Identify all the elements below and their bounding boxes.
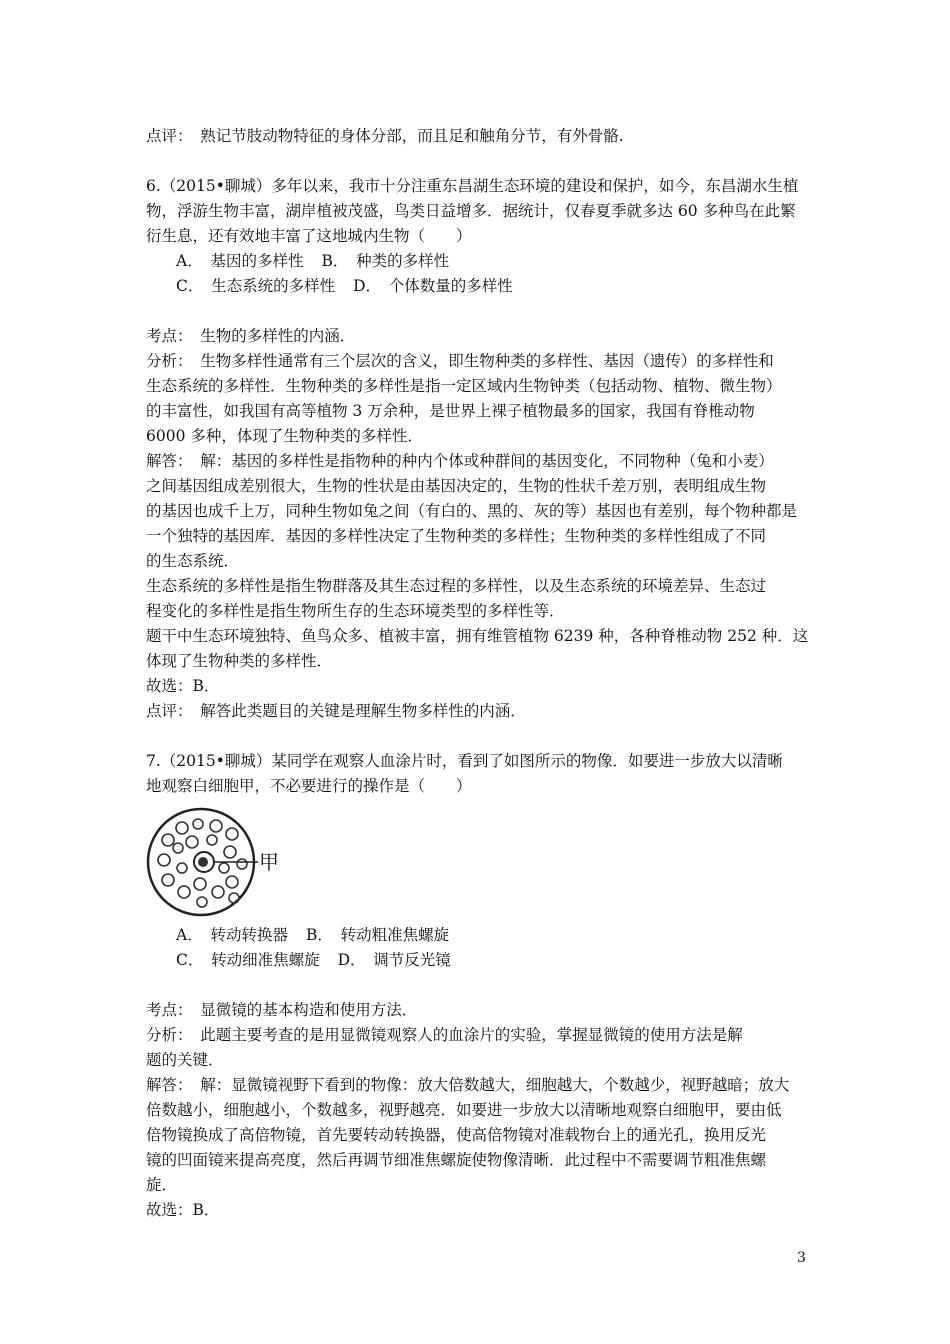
q7-options-row — [176, 925, 449, 945]
q7-option-b: B． 转动粗准焦螺旋 — [305, 926, 450, 944]
q7-option-d: D． 调节反光镜 — [337, 951, 451, 969]
q5-comment: 点评： 熟记节肢动物特征的身体分部，而且足和触角分节，有外骨骼. — [146, 127, 624, 145]
q7-options-row — [176, 950, 451, 970]
q6-analysis-line: 题干中生态环境独特、鱼鸟众多、植被丰富，拥有维管植物 6239 种，各种脊椎动物 252 种．这 — [146, 627, 809, 645]
q6-analysis-line: 解答： 解：基因的多样性是指物种的种内个体或种群间的基因变化，不同物种（兔和小麦） — [146, 452, 774, 470]
q6-analysis-line: 生态系统的多样性．生物种类的多样性是指一定区域内生物钟类（包括动物、植物、微生物） — [146, 377, 782, 395]
microscope-view-figure — [146, 806, 296, 918]
white-blood-cell — [194, 852, 214, 872]
q7-analysis-line: 考点： 显微镜的基本构造和使用方法． — [146, 1001, 418, 1019]
q6-answer: 故选：B． — [146, 677, 220, 695]
q6-options-row — [176, 251, 449, 271]
q6-analysis-line: 生态系统的多样性是指生物群落及其生态过程的多样性，以及生态系统的环境差异、生态过 — [146, 577, 767, 595]
q7-analysis-line: 分析： 此题主要考查的是用显微镜观察人的血涂片的实验，掌握显微镜的使用方法是解 — [146, 1026, 743, 1044]
q6-analysis-line: 一个独特的基因库．基因的多样性决定了生物种类的多样性；生物种类的多样性组成了不同 — [146, 527, 767, 545]
q6-analysis-line: 的基因也成千上万，同种生物如兔之间（有白的、黑的、灰的等）基因也有差别，每个物种都是 — [146, 502, 798, 520]
q7-analysis-line: 解答： 解：显微镜视野下看到的物像：放大倍数越大，细胞越大，个数越少，视野越暗；放大 — [146, 1076, 790, 1094]
q6-option-d: D． 个体数量的多样性 — [353, 277, 513, 295]
q6-analysis-line: 的丰富性，如我国有高等植物 3 万余种，是世界上裸子植物最多的国家，我国有脊椎动物 — [146, 402, 755, 420]
q7-analysis-line: 题的关键． — [146, 1051, 224, 1069]
q6-analysis-line: 体现了生物种类的多样性． — [146, 652, 333, 670]
q6-option-a: A． 基因的多样性 — [176, 252, 304, 270]
q6-option-b: B． 种类的多样性 — [321, 252, 450, 270]
q6-analysis-line: 的生态系统． — [146, 552, 240, 570]
q7-stem-line: 地观察白细胞甲，不必要进行的操作是（ ） — [146, 777, 472, 795]
q7-analysis-line: 倍数越小，细胞越小，个数越多，视野越亮．如要进一步放大以清晰地观察白细胞甲，要由低 — [146, 1101, 782, 1119]
q7-answer: 故选：B． — [146, 1201, 220, 1219]
q7-analysis-line: 倍物镜换成了高倍物镜，首先要转动转换器，使高倍物镜对准载物台上的通光孔，换用反光 — [146, 1126, 767, 1144]
q6-analysis-line: 之间基因组成差别很大，生物的性状是由基因决定的，生物的性状千差万别，表明组成生物 — [146, 477, 767, 495]
page-number: 3 — [797, 1250, 806, 1266]
q6-analysis-line: 6000 多种，体现了生物种类的多样性． — [146, 427, 423, 445]
figure-label-jia: 甲 — [259, 850, 279, 874]
q6-stem-line: 6.（2015•聊城）多年以来，我市十分注重东昌湖生态环境的建设和保护，如今，东昌湖水生植 — [146, 177, 799, 195]
q6-analysis-line: 程变化的多样性是指生物所生存的生态环境类型的多样性等． — [146, 602, 565, 620]
q6-comment: 点评： 解答此类题目的关键是理解生物多样性的内涵． — [146, 702, 526, 720]
q6-option-c: C． 生态系统的多样性 — [176, 277, 336, 295]
q6-stem-line: 物，浮游生物丰富，湖岸植被茂盛，鸟类日益增多．据统计，仅春夏季就多达 60 多种鸟在此繁 — [146, 202, 796, 220]
q7-option-a: A． 转动转换器 — [176, 926, 288, 944]
q7-option-c: C． 转动细准焦螺旋 — [176, 951, 320, 969]
q7-analysis-line: 旋． — [146, 1176, 178, 1194]
q7-stem-line: 7.（2015•聊城）某同学在观察人血涂片时，看到了如图所示的物像．如要进一步放大以清晰 — [146, 752, 783, 770]
q6-options-row — [176, 276, 513, 296]
q6-analysis-line: 考点： 生物的多样性的内涵． — [146, 327, 356, 345]
q6-analysis-line: 分析： 生物多样性通常有三个层次的含义，即生物种类的多样性、基因（遗传）的多样性和 — [146, 352, 774, 370]
q6-stem-line: 衍生息，还有效地丰富了这地城内生物（ ） — [146, 227, 472, 245]
q7-analysis-line: 镜的凹面镜来提高亮度，然后再调节细准焦螺旋使物像清晰．此过程中不需要调节粗准焦螺 — [146, 1151, 767, 1169]
